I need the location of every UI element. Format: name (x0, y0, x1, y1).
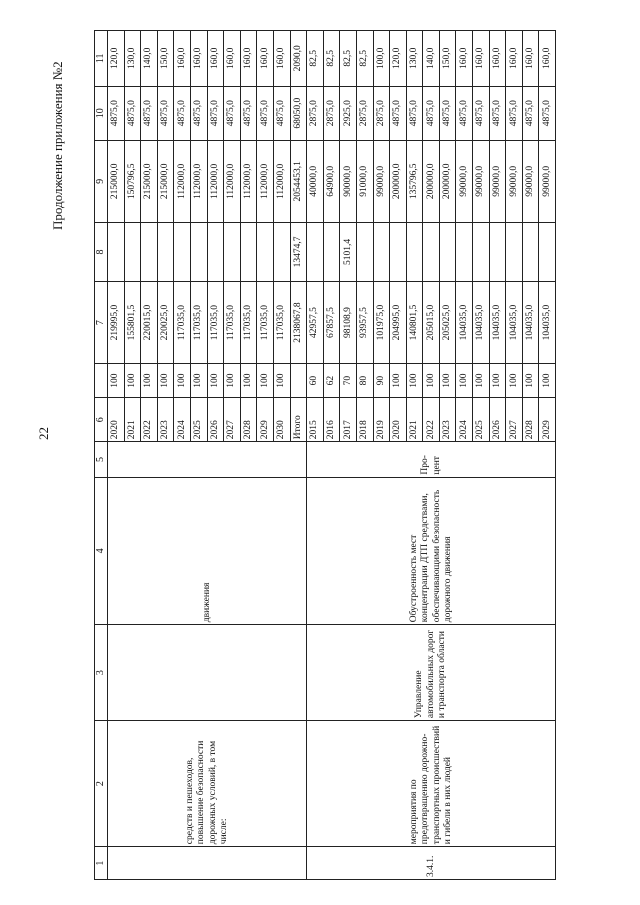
value-v6: 100 (174, 364, 191, 398)
value-v8 (307, 222, 324, 281)
value-v7: 140801,5 (406, 282, 423, 364)
header-col-11: 10 (95, 86, 108, 140)
section1-col5 (108, 442, 307, 477)
value-v10: 2925,0 (340, 86, 357, 140)
value-v6: 100 (439, 364, 456, 398)
value-v11: 150,0 (157, 31, 174, 87)
value-v10: 2875,0 (323, 86, 340, 140)
value-v7: 205025,0 (439, 282, 456, 364)
total-v10: 68050,0 (290, 86, 307, 140)
value-v8 (190, 222, 207, 281)
value-v9: 99000,0 (473, 140, 490, 222)
appendix-title: Продолжение приложения №2 (50, 61, 65, 230)
value-v7: 117035,0 (174, 282, 191, 364)
value-v10: 4875,0 (124, 86, 141, 140)
value-v9: 112000,0 (257, 140, 274, 222)
value-v8 (423, 222, 440, 281)
header-col-10: 9 (95, 140, 108, 222)
header-col-2: 2 (95, 721, 108, 847)
value-v11: 160,0 (489, 31, 506, 87)
value-v9: 112000,0 (240, 140, 257, 222)
value-v6: 100 (423, 364, 440, 398)
year-cell: 2029 (257, 398, 274, 442)
page-number: 22 (36, 427, 51, 440)
year-cell: 2023 (439, 398, 456, 442)
value-v7: 220015,0 (141, 282, 158, 364)
value-v7: 93957,5 (356, 282, 373, 364)
section1-col3 (108, 625, 307, 721)
table-body (95, 31, 556, 880)
year-cell: 2019 (373, 398, 390, 442)
value-v11: 160,0 (273, 31, 290, 87)
value-v9: 112000,0 (174, 140, 191, 222)
value-v9: 135796,5 (406, 140, 423, 222)
value-v9: 112000,0 (207, 140, 224, 222)
value-v9: 112000,0 (273, 140, 290, 222)
value-v7: 104035,0 (456, 282, 473, 364)
value-v10: 2875,0 (373, 86, 390, 140)
year-cell: 2021 (406, 398, 423, 442)
year-cell: 2018 (356, 398, 373, 442)
value-v7: 220025,0 (157, 282, 174, 364)
value-v9: 200000,0 (390, 140, 407, 222)
year-cell: 2027 (224, 398, 241, 442)
value-v9: 99000,0 (539, 140, 556, 222)
header-col-4: 4 (95, 477, 108, 625)
value-v9: 99000,0 (506, 140, 523, 222)
value-v10: 4875,0 (141, 86, 158, 140)
value-v7: 204995,0 (390, 282, 407, 364)
total-v9: 2054453,1 (290, 140, 307, 222)
year-cell: 2022 (141, 398, 158, 442)
value-v7: 155801,5 (124, 282, 141, 364)
value-v9: 112000,0 (190, 140, 207, 222)
value-v10: 4875,0 (456, 86, 473, 140)
value-v8 (406, 222, 423, 281)
value-v10: 4875,0 (539, 86, 556, 140)
value-v10: 2875,0 (356, 86, 373, 140)
value-v11: 130,0 (124, 31, 141, 87)
year-cell: 2030 (273, 398, 290, 442)
value-v6: 100 (141, 364, 158, 398)
year-cell: 2024 (174, 398, 191, 442)
value-v6: 100 (207, 364, 224, 398)
section1-col4: движения (108, 477, 307, 625)
header-col-6: 6 (95, 398, 108, 442)
value-v7: 117035,0 (240, 282, 257, 364)
value-v7: 117035,0 (273, 282, 290, 364)
section2-col4: Обустроенность мест концентрации ДТП средствами, обеспечивающими безопасность дорожного движения (307, 477, 556, 625)
value-v6: 90 (373, 364, 390, 398)
value-v8 (141, 222, 158, 281)
value-v8 (356, 222, 373, 281)
value-v7: 104035,0 (506, 282, 523, 364)
value-v11: 160,0 (190, 31, 207, 87)
value-v11: 82,5 (340, 31, 357, 87)
year-cell: 2022 (423, 398, 440, 442)
value-v6: 100 (224, 364, 241, 398)
value-v9: 99000,0 (456, 140, 473, 222)
year-cell: 2028 (240, 398, 257, 442)
value-v11: 160,0 (174, 31, 191, 87)
value-v10: 4875,0 (406, 86, 423, 140)
value-v10: 4875,0 (506, 86, 523, 140)
value-v9: 200000,0 (439, 140, 456, 222)
value-v9: 112000,0 (224, 140, 241, 222)
value-v8 (174, 222, 191, 281)
program-table (94, 30, 556, 880)
section1-col1 (108, 847, 307, 880)
value-v10: 4875,0 (489, 86, 506, 140)
value-v8 (456, 222, 473, 281)
value-v6: 100 (108, 364, 125, 398)
value-v10: 4875,0 (439, 86, 456, 140)
value-v8 (224, 222, 241, 281)
value-v9: 99000,0 (522, 140, 539, 222)
value-v8 (439, 222, 456, 281)
value-v9: 215000,0 (157, 140, 174, 222)
value-v6: 100 (124, 364, 141, 398)
header-col-8: 7 (95, 282, 108, 364)
section2-col3: Управление автомобильных дорог и транспорта области (307, 625, 556, 721)
value-v11: 82,5 (307, 31, 324, 87)
total-v7: 2138067,8 (290, 282, 307, 364)
year-cell: 2015 (307, 398, 324, 442)
value-v8 (273, 222, 290, 281)
value-v9: 90000,0 (340, 140, 357, 222)
value-v8 (539, 222, 556, 281)
value-v6: 100 (473, 364, 490, 398)
year-cell: 2026 (489, 398, 506, 442)
header-col-7 (95, 364, 108, 398)
value-v8 (323, 222, 340, 281)
value-v8 (506, 222, 523, 281)
year-cell: 2016 (323, 398, 340, 442)
value-v10: 4875,0 (190, 86, 207, 140)
value-v6: 100 (539, 364, 556, 398)
table-row (307, 31, 324, 880)
year-cell: 2029 (539, 398, 556, 442)
value-v11: 120,0 (390, 31, 407, 87)
value-v6: 100 (522, 364, 539, 398)
value-v9: 150796,5 (124, 140, 141, 222)
year-cell: 2027 (506, 398, 523, 442)
value-v6: 100 (157, 364, 174, 398)
value-v10: 2875,0 (307, 86, 324, 140)
year-cell: 2020 (108, 398, 125, 442)
value-v11: 82,5 (323, 31, 340, 87)
value-v11: 160,0 (522, 31, 539, 87)
value-v6: 100 (190, 364, 207, 398)
value-v11: 140,0 (423, 31, 440, 87)
value-v11: 120,0 (108, 31, 125, 87)
value-v6: 100 (506, 364, 523, 398)
value-v8 (522, 222, 539, 281)
value-v6: 100 (390, 364, 407, 398)
value-v9: 99000,0 (373, 140, 390, 222)
value-v8 (373, 222, 390, 281)
value-v10: 4875,0 (473, 86, 490, 140)
value-v7: 104035,0 (473, 282, 490, 364)
value-v8 (390, 222, 407, 281)
year-cell: 2028 (522, 398, 539, 442)
section1-col2: средств и пешеходов, повышение безопасности дорожных условий, в том числе: (108, 721, 307, 847)
value-v7: 219995,0 (108, 282, 125, 364)
value-v11: 160,0 (240, 31, 257, 87)
value-v11: 82,5 (356, 31, 373, 87)
value-v7: 104035,0 (522, 282, 539, 364)
value-v10: 4875,0 (257, 86, 274, 140)
value-v6: 100 (489, 364, 506, 398)
header-col-3: 3 (95, 625, 108, 721)
value-v11: 140,0 (141, 31, 158, 87)
value-v10: 4875,0 (240, 86, 257, 140)
value-v7: 117035,0 (224, 282, 241, 364)
value-v8 (257, 222, 274, 281)
section2-col1: 3.4.1. (307, 847, 556, 880)
header-col-5: 5 (95, 442, 108, 477)
value-v8 (108, 222, 125, 281)
total-v6 (290, 364, 307, 398)
value-v11: 100,0 (373, 31, 390, 87)
value-v11: 150,0 (439, 31, 456, 87)
year-cell: 2025 (190, 398, 207, 442)
total-label: Итого (290, 398, 307, 442)
value-v8 (240, 222, 257, 281)
header-col-9: 8 (95, 222, 108, 281)
year-cell: 2021 (124, 398, 141, 442)
value-v7: 117035,0 (190, 282, 207, 364)
value-v10: 4875,0 (273, 86, 290, 140)
value-v8 (207, 222, 224, 281)
value-v11: 160,0 (506, 31, 523, 87)
value-v6: 70 (340, 364, 357, 398)
value-v6: 62 (323, 364, 340, 398)
year-cell: 2024 (456, 398, 473, 442)
value-v8: 5101,4 (340, 222, 357, 281)
year-cell: 2020 (390, 398, 407, 442)
value-v7: 67857,5 (323, 282, 340, 364)
value-v10: 4875,0 (207, 86, 224, 140)
value-v6: 100 (456, 364, 473, 398)
value-v9: 40000,0 (307, 140, 324, 222)
value-v11: 160,0 (207, 31, 224, 87)
value-v11: 160,0 (456, 31, 473, 87)
year-cell: 2025 (473, 398, 490, 442)
value-v10: 4875,0 (423, 86, 440, 140)
value-v11: 160,0 (473, 31, 490, 87)
header-col-12: 11 (95, 31, 108, 87)
value-v8 (473, 222, 490, 281)
year-cell: 2026 (207, 398, 224, 442)
value-v8 (157, 222, 174, 281)
year-cell: 2023 (157, 398, 174, 442)
value-v11: 160,0 (224, 31, 241, 87)
value-v6: 100 (240, 364, 257, 398)
value-v8 (489, 222, 506, 281)
value-v6: 60 (307, 364, 324, 398)
header-row (95, 31, 108, 880)
value-v7: 42957,5 (307, 282, 324, 364)
value-v6: 100 (273, 364, 290, 398)
total-v8: 13474,7 (290, 222, 307, 281)
table-row (108, 31, 125, 880)
value-v10: 4875,0 (224, 86, 241, 140)
value-v10: 4875,0 (522, 86, 539, 140)
value-v9: 99000,0 (489, 140, 506, 222)
value-v7: 104035,0 (539, 282, 556, 364)
value-v7: 98108,9 (340, 282, 357, 364)
value-v8 (124, 222, 141, 281)
value-v11: 160,0 (257, 31, 274, 87)
value-v10: 4875,0 (174, 86, 191, 140)
value-v9: 91000,0 (356, 140, 373, 222)
rotated-table-container (94, 30, 592, 880)
value-v7: 101975,0 (373, 282, 390, 364)
value-v7: 117035,0 (207, 282, 224, 364)
header-col-1: 1 (95, 847, 108, 880)
value-v7: 205015,0 (423, 282, 440, 364)
value-v11: 130,0 (406, 31, 423, 87)
value-v6: 100 (406, 364, 423, 398)
value-v6: 80 (356, 364, 373, 398)
value-v9: 215000,0 (108, 140, 125, 222)
value-v9: 64900,0 (323, 140, 340, 222)
value-v7: 117035,0 (257, 282, 274, 364)
section2-col5: Про-цент (307, 442, 556, 477)
value-v10: 4875,0 (157, 86, 174, 140)
value-v10: 4875,0 (108, 86, 125, 140)
total-v11: 2090,0 (290, 31, 307, 87)
year-cell: 2017 (340, 398, 357, 442)
value-v7: 104035,0 (489, 282, 506, 364)
value-v9: 200000,0 (423, 140, 440, 222)
value-v9: 215000,0 (141, 140, 158, 222)
value-v11: 160,0 (539, 31, 556, 87)
value-v6: 100 (257, 364, 274, 398)
value-v10: 4875,0 (390, 86, 407, 140)
section2-col2: мероприятия по предотвращению дорожно-транспортных происшествий и гибели в них людей (307, 721, 556, 847)
